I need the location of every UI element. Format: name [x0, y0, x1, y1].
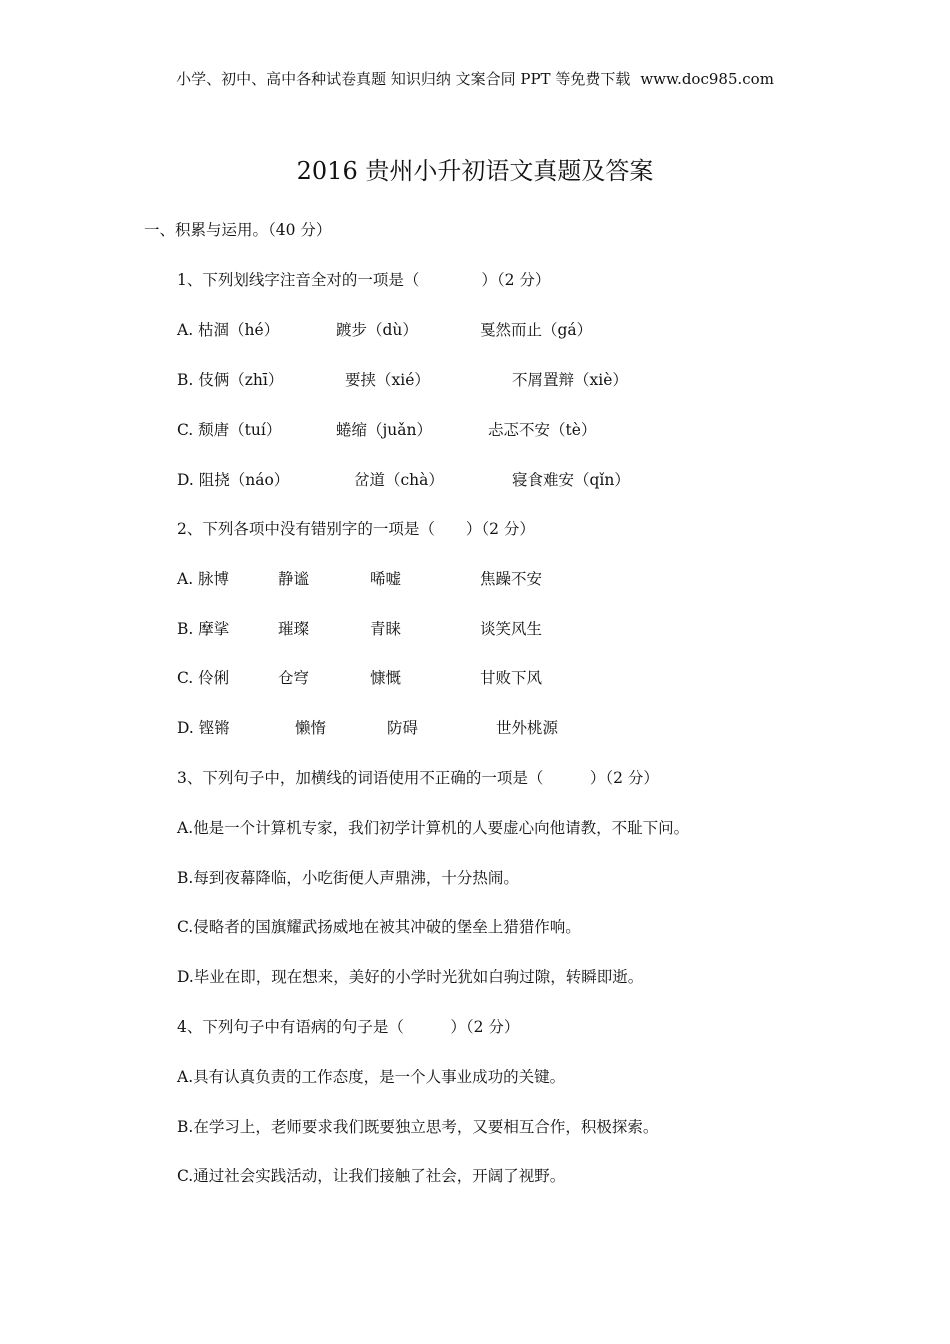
q2-option-c-word-3: 慷慨: [370, 669, 402, 687]
q4-option-b: B.在学习上，老师要求我们既要独立思考，又要相互合作，积极探索。: [177, 1118, 659, 1136]
q2-option-b-word-2: 璀璨: [278, 620, 310, 638]
q1-option-b-word-3: 不屑置辩（xiè）: [512, 371, 628, 389]
q4-option-c: C.通过社会实践活动，让我们接触了社会，开阔了视野。: [177, 1167, 566, 1185]
q2-option-c-word-4: 甘败下风: [480, 669, 543, 687]
q1-option-d-word-2: 岔道（chà）: [354, 471, 444, 489]
page-header: [0, 69, 950, 89]
header-text: 小学、初中、高中各种试卷真题 知识归纳 文案合同 PPT 等免费下载: [176, 70, 631, 88]
q1-option-a-word-2: 踱步（dù）: [336, 321, 418, 339]
section-heading: 一、积累与运用。（40 分）: [144, 221, 332, 239]
question-3-stem: 3、下列句子中，加横线的词语使用不正确的一项是（ ）（2 分）: [177, 769, 659, 787]
q1-option-a-word-1: A. 枯涸（hé）: [177, 321, 280, 339]
q2-option-c-word-1: C. 伶俐: [177, 669, 230, 687]
q2-option-d-word-2: 懒惰: [295, 719, 327, 737]
q1-option-b-word-1: B. 伎俩（zhī）: [177, 371, 284, 389]
q2-option-a-word-3: 唏嘘: [370, 570, 402, 588]
q2-option-b-word-1: B. 摩挲: [177, 620, 230, 638]
q1-option-b-word-2: 要挟（xié）: [345, 371, 430, 389]
q2-option-d-word-1: D. 铿锵: [177, 719, 230, 737]
q3-option-b: B.每到夜幕降临，小吃街便人声鼎沸，十分热闹。: [177, 869, 519, 887]
q2-option-a-word-1: A. 脉博: [177, 570, 230, 588]
q3-option-a: A.他是一个计算机专家，我们初学计算机的人要虚心向他请教，不耻下问。: [177, 819, 690, 837]
question-4-stem: 4、下列句子中有语病的句子是（ ）（2 分）: [177, 1018, 520, 1036]
q2-option-a-word-4: 焦躁不安: [480, 570, 543, 588]
q2-option-b-word-4: 谈笑风生: [480, 620, 543, 638]
q1-option-d-word-3: 寝食难安（qǐn）: [512, 471, 630, 489]
q4-option-a: A.具有认真负责的工作态度，是一个人事业成功的关键。: [177, 1068, 566, 1086]
question-1-stem: 1、下列划线字注音全对的一项是（ ）（2 分）: [177, 271, 551, 289]
q3-option-c: C.侵略者的国旗耀武扬威地在被其冲破的堡垒上猎猎作响。: [177, 918, 581, 936]
q2-option-a-word-2: 静谧: [278, 570, 310, 588]
q2-option-d-word-4: 世外桃源: [496, 719, 559, 737]
q1-option-c-word-2: 蜷缩（juǎn）: [336, 421, 433, 439]
question-2-stem: 2、下列各项中没有错别字的一项是（ ）（2 分）: [177, 520, 535, 538]
q1-option-c-word-1: C. 颓唐（tuí）: [177, 421, 282, 439]
q2-option-d-word-3: 防碍: [387, 719, 419, 737]
q2-option-c-word-2: 仓穹: [278, 669, 310, 687]
q2-option-b-word-3: 青睐: [370, 620, 402, 638]
q1-option-d-word-1: D. 阻挠（náo）: [177, 471, 290, 489]
page-title: 2016 贵州小升初语文真题及答案: [296, 157, 654, 185]
header-site: www.doc985.com: [640, 70, 774, 88]
q1-option-c-word-3: 忐忑不安（tè）: [488, 421, 597, 439]
q1-option-a-word-3: 戛然而止（gá）: [480, 321, 593, 339]
q3-option-d: D.毕业在即，现在想来，美好的小学时光犹如白驹过隙，转瞬即逝。: [177, 968, 644, 986]
